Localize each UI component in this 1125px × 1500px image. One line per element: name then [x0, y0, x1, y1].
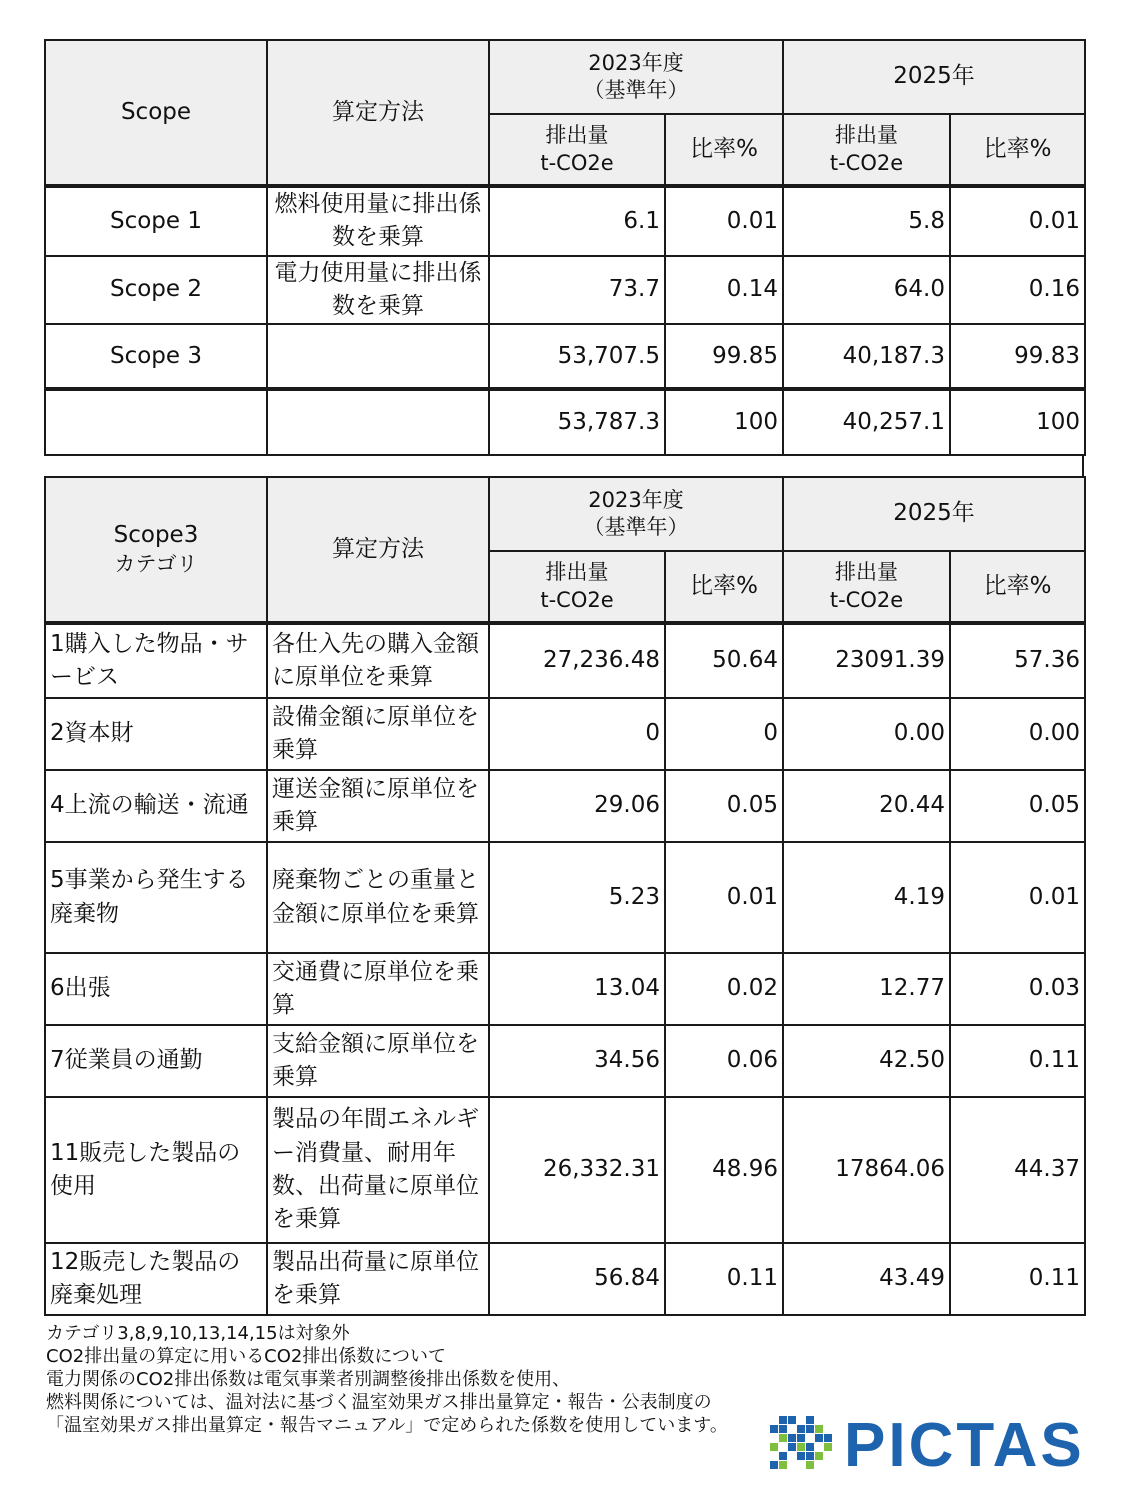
- emission-2023-cell: 5.23: [489, 842, 665, 953]
- logo-pixel: [797, 1443, 805, 1451]
- total-label-cell: [45, 389, 267, 455]
- logo-pixel: [797, 1452, 805, 1460]
- header-year-2025: 2025年: [783, 40, 1085, 114]
- logo-pixel: [806, 1452, 814, 1460]
- logo-pixel: [779, 1416, 787, 1424]
- header-ratio-2025: 比率%: [950, 114, 1085, 186]
- scope-summary-table: [44, 39, 1086, 456]
- logo-pixel: [779, 1452, 787, 1460]
- total-row: [45, 389, 1085, 455]
- ratio-2025-cell: 0.11: [950, 1025, 1085, 1097]
- ratio-2025-cell: 44.37: [950, 1097, 1085, 1243]
- ratio-2025-cell: 0.03: [950, 953, 1085, 1025]
- header-emission-label: 排出量: [545, 123, 609, 148]
- logo-pixel-mark-icon: [770, 1416, 832, 1469]
- logo-pixel: [824, 1443, 832, 1451]
- logo-pixel: [788, 1434, 796, 1442]
- table-row: [45, 1097, 1085, 1243]
- header-emission-label: 排出量: [545, 560, 609, 585]
- header-unit-label: t-CO2e: [540, 150, 614, 175]
- total-ratio-2023: 100: [665, 389, 783, 455]
- ratio-2025-cell: 0.16: [950, 256, 1085, 325]
- footnote-line: 電力関係のCO2排出係数は電気事業者別調整後排出係数を使用、: [46, 1369, 571, 1390]
- table-row: [45, 842, 1085, 953]
- table-row: [45, 623, 1085, 698]
- total-emission-2023: 53,787.3: [489, 389, 665, 455]
- emission-2025-cell: 5.8: [783, 186, 950, 256]
- table-row: [45, 698, 1085, 770]
- emission-2023-cell: 34.56: [489, 1025, 665, 1097]
- header-unit-label: t-CO2e: [829, 150, 904, 175]
- emission-2025-cell: 43.49: [783, 1243, 950, 1315]
- header-ratio-2025: 比率%: [950, 551, 1085, 623]
- header-unit-label: t-CO2e: [829, 587, 904, 612]
- category-cell: 6出張: [45, 953, 267, 1025]
- method-cell: 運送金額に原単位を乗算: [267, 770, 489, 842]
- emission-2025-cell: 40,187.3: [783, 324, 950, 389]
- logo-text: PICTAS: [844, 1411, 1085, 1476]
- ratio-2025-cell: 0.00: [950, 698, 1085, 770]
- header-category-label: カテゴリ: [114, 551, 198, 576]
- logo-pixel: [770, 1461, 778, 1469]
- header-unit-label: t-CO2e: [540, 587, 614, 612]
- scope-cell: Scope 1: [45, 186, 267, 256]
- header-emission-2025: [783, 551, 950, 623]
- ratio-2023-cell: 99.85: [665, 324, 783, 389]
- method-cell: 廃棄物ごとの重量と金額に原単位を乗算: [267, 842, 489, 953]
- total-method-cell: [267, 389, 489, 455]
- ratio-2025-cell: 0.01: [950, 842, 1085, 953]
- emission-2023-cell: 73.7: [489, 256, 665, 325]
- scope-cell: Scope 2: [45, 256, 267, 325]
- header-year-2025: 2025年: [783, 477, 1085, 551]
- scope-cell: Scope 3: [45, 324, 267, 389]
- ratio-2023-cell: 50.64: [665, 623, 783, 698]
- ratio-2023-cell: 48.96: [665, 1097, 783, 1243]
- header-emission-2023: [489, 114, 665, 186]
- header-year-2023-label: 2023年度: [588, 50, 684, 75]
- ratio-2023-cell: 0.14: [665, 256, 783, 325]
- emission-2023-cell: 6.1: [489, 186, 665, 256]
- ratio-2023-cell: 0.05: [665, 770, 783, 842]
- header-emission-label: 排出量: [835, 123, 898, 148]
- method-cell: 支給金額に原単位を乗算: [267, 1025, 489, 1097]
- header-emission-label: 排出量: [835, 560, 898, 585]
- category-cell: 12販売した製品の廃棄処理: [45, 1243, 267, 1315]
- header-method: 算定方法: [267, 40, 489, 186]
- emission-2023-cell: 26,332.31: [489, 1097, 665, 1243]
- category-cell: 4上流の輸送・流通: [45, 770, 267, 842]
- header-ratio-2023: 比率%: [665, 114, 783, 186]
- emission-2023-cell: 27,236.48: [489, 623, 665, 698]
- logo-pixel: [815, 1434, 823, 1442]
- footnote-line: CO2排出量の算定に用いるCO2排出係数について: [46, 1346, 447, 1367]
- footnotes: [46, 1322, 806, 1437]
- ratio-2023-cell: 0: [665, 698, 783, 770]
- emission-2023-cell: 0: [489, 698, 665, 770]
- method-cell: 交通費に原単位を乗算: [267, 953, 489, 1025]
- table-row: [45, 770, 1085, 842]
- logo-pixel: [815, 1452, 823, 1460]
- method-cell: 製品の年間エネルギー消費量、耐用年数、出荷量に原単位を乗算: [267, 1097, 489, 1243]
- emission-2025-cell: 42.50: [783, 1025, 950, 1097]
- emission-2023-cell: 53,707.5: [489, 324, 665, 389]
- ratio-2025-cell: 57.36: [950, 623, 1085, 698]
- table-row: [45, 186, 1085, 256]
- logo-pixel: [806, 1425, 814, 1433]
- ratio-2023-cell: 0.11: [665, 1243, 783, 1315]
- logo-pixel: [806, 1443, 814, 1451]
- logo-pixel: [788, 1443, 796, 1451]
- ratio-2023-cell: 0.01: [665, 186, 783, 256]
- logo-pixel: [806, 1416, 814, 1424]
- logo-pixel: [788, 1416, 796, 1424]
- emission-2025-cell: 12.77: [783, 953, 950, 1025]
- category-cell: 1購入した物品・サービス: [45, 623, 267, 698]
- header-emission-2023: [489, 551, 665, 623]
- ratio-2025-cell: 0.01: [950, 186, 1085, 256]
- table-row: [45, 1025, 1085, 1097]
- footnote-line: カテゴリ3,8,9,10,13,14,15は対象外: [46, 1323, 350, 1344]
- emission-2025-cell: 20.44: [783, 770, 950, 842]
- header-scope3-label: Scope3: [113, 521, 199, 548]
- logo-pixel: [779, 1461, 787, 1469]
- ratio-2025-cell: 0.11: [950, 1243, 1085, 1315]
- logo-pixel: [815, 1425, 823, 1433]
- header-year-2023-sub: （基準年）: [583, 515, 689, 539]
- footnote-line: 「温室効果ガス排出量算定・報告マニュアル」で定められた係数を使用しています。: [46, 1415, 728, 1436]
- total-ratio-2025: 100: [950, 389, 1085, 455]
- logo-pixel: [824, 1434, 832, 1442]
- table-separator: [1082, 455, 1084, 477]
- header-year-2023: [489, 477, 783, 551]
- ratio-2023-cell: 0.06: [665, 1025, 783, 1097]
- pictas-logo: [768, 1404, 1094, 1476]
- logo-pixel: [797, 1425, 805, 1433]
- logo-pixel: [797, 1434, 805, 1442]
- footnote-line: 燃料関係については、温対法に基づく温室効果ガス排出量算定・報告・公表制度の: [46, 1392, 712, 1413]
- table-row: [45, 256, 1085, 325]
- total-emission-2025: 40,257.1: [783, 389, 950, 455]
- method-cell: 製品出荷量に原単位を乗算: [267, 1243, 489, 1315]
- ratio-2023-cell: 0.02: [665, 953, 783, 1025]
- header-year-2023-label: 2023年度: [588, 487, 684, 512]
- logo-pixel: [806, 1461, 814, 1469]
- header-scope: Scope: [45, 40, 267, 186]
- header-year-2023-sub: （基準年）: [583, 78, 689, 102]
- table-row: [45, 1243, 1085, 1315]
- category-cell: 11販売した製品の使用: [45, 1097, 267, 1243]
- method-cell: 各仕入先の購入金額に原単位を乗算: [267, 623, 489, 698]
- table-row: [45, 324, 1085, 389]
- header-scope3-category: [45, 477, 267, 623]
- emission-2025-cell: 4.19: [783, 842, 950, 953]
- ratio-2025-cell: 0.05: [950, 770, 1085, 842]
- ratio-2023-cell: 0.01: [665, 842, 783, 953]
- method-cell: 燃料使用量に排出係数を乗算: [267, 186, 489, 256]
- category-cell: 5事業から発生する廃棄物: [45, 842, 267, 953]
- method-cell: [267, 324, 489, 389]
- category-cell: 2資本財: [45, 698, 267, 770]
- ratio-2025-cell: 99.83: [950, 324, 1085, 389]
- emission-2023-cell: 13.04: [489, 953, 665, 1025]
- emission-2025-cell: 64.0: [783, 256, 950, 325]
- logo-pixel: [779, 1425, 787, 1433]
- logo-pixel: [770, 1425, 778, 1433]
- emission-2025-cell: 17864.06: [783, 1097, 950, 1243]
- header-emission-2025: [783, 114, 950, 186]
- logo-pixel: [770, 1443, 778, 1451]
- scope3-category-table: [44, 476, 1086, 1316]
- method-cell: 設備金額に原単位を乗算: [267, 698, 489, 770]
- header-year-2023: [489, 40, 783, 114]
- logo-pixel: [779, 1434, 787, 1442]
- emission-2025-cell: 23091.39: [783, 623, 950, 698]
- emission-2023-cell: 29.06: [489, 770, 665, 842]
- method-cell: 電力使用量に排出係数を乗算: [267, 256, 489, 325]
- header-method: 算定方法: [267, 477, 489, 623]
- emission-2025-cell: 0.00: [783, 698, 950, 770]
- category-cell: 7従業員の通勤: [45, 1025, 267, 1097]
- header-ratio-2023: 比率%: [665, 551, 783, 623]
- emission-2023-cell: 56.84: [489, 1243, 665, 1315]
- table-row: [45, 953, 1085, 1025]
